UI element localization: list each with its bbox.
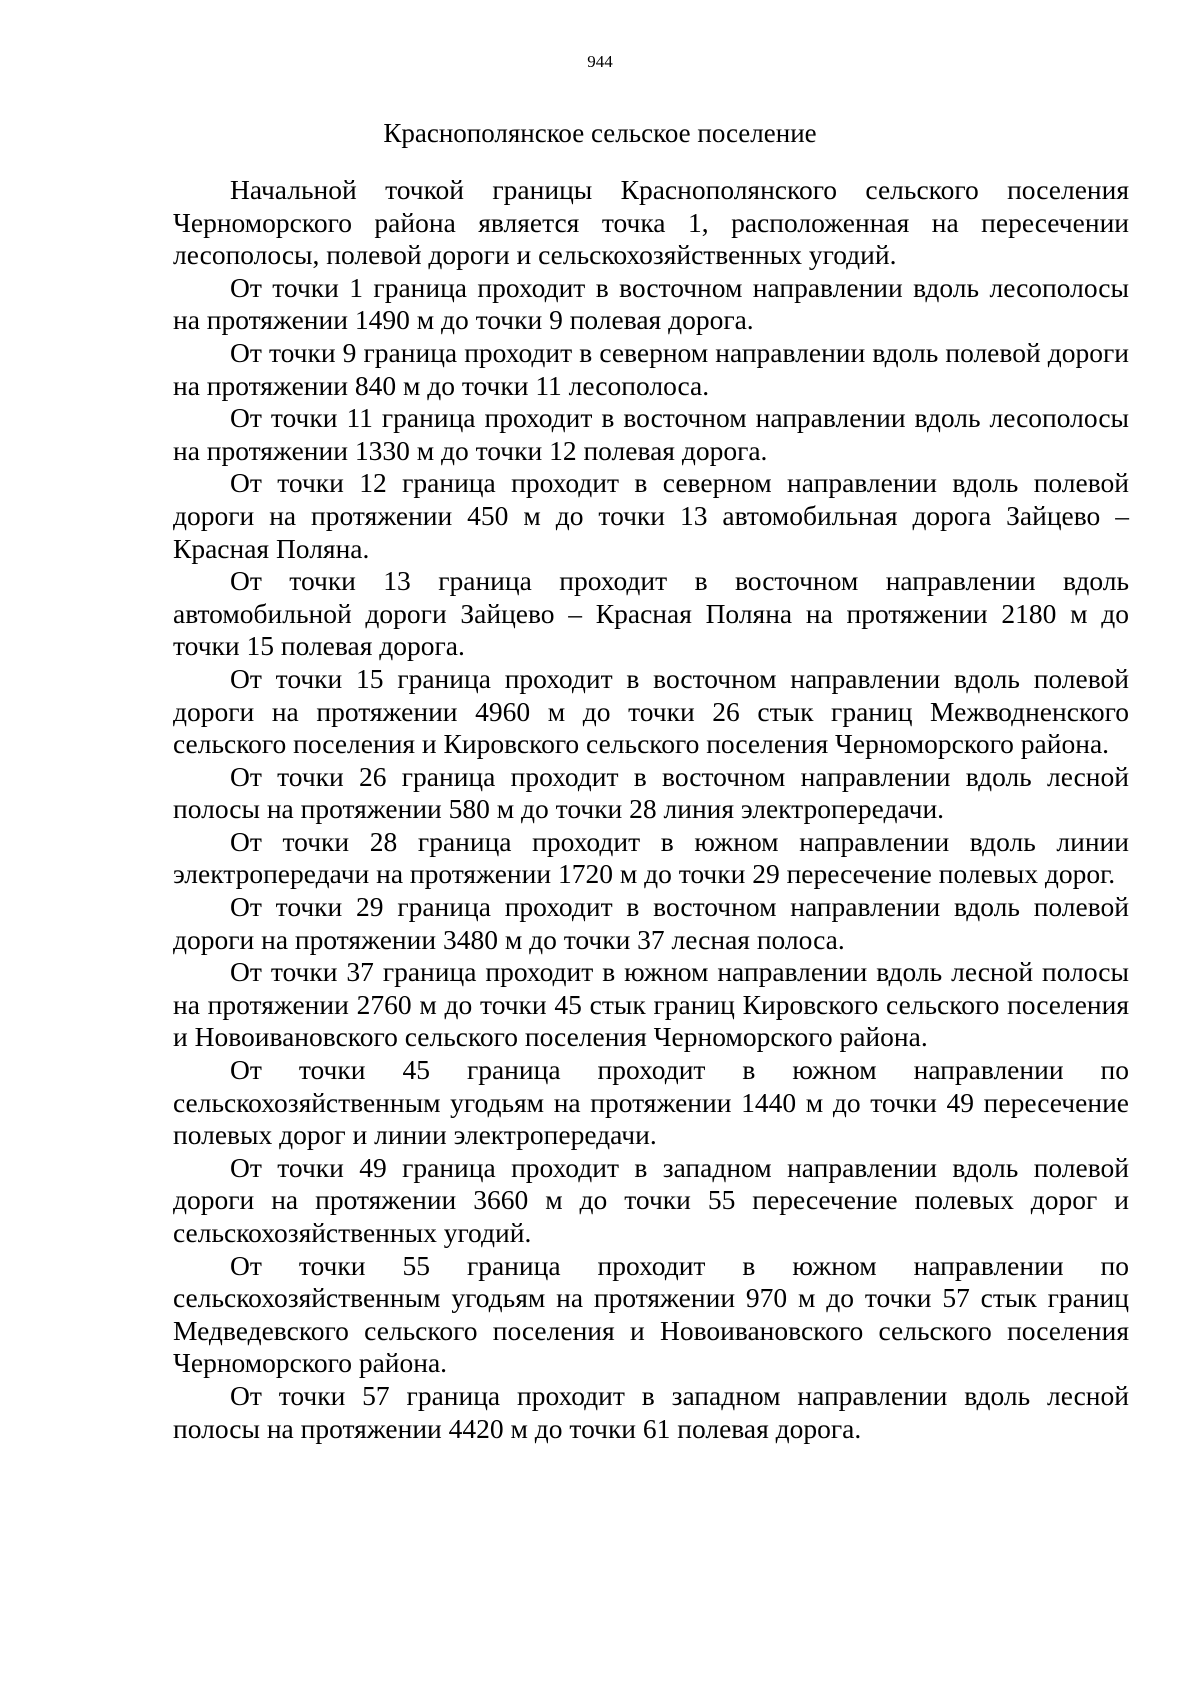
paragraph: От точки 15 граница проходит в восточном направлении вдоль полевой дороги на протяжении 4960 м до точки 26 стык границ Межводненского сельского поселения и Кировского сельского поселения Черноморского района.: [173, 662, 1129, 760]
document-body: [173, 174, 1129, 1445]
paragraph: От точки 13 граница проходит в восточном направлении вдоль автомобильной дороги Зайцево – Красная Поляна на протяжении 2180 м до точки 15 полевая дорога.: [173, 565, 1129, 662]
paragraph: От точки 57 граница проходит в западном направлении вдоль лесной полосы на протяжении 4420 м до точки 61 полевая дорога.: [173, 1379, 1129, 1444]
section-title: Краснополянское сельское поселение: [383, 118, 817, 148]
paragraph: От точки 49 граница проходит в западном направлении вдоль полевой дороги на протяжении 3660 м до точки 55 пересечение полевых дорог и сельскохозяйственных угодий.: [173, 1151, 1129, 1248]
paragraph: От точки 12 граница проходит в северном направлении вдоль полевой дороги на протяжении 450 м до точки 13 автомобильная дорога Зайцево – Красная Поляна.: [173, 467, 1129, 564]
paragraph: От точки 45 граница проходит в южном направлении по сельскохозяйственным угодьям на протяжении 1440 м до точки 49 пересечение полевых дорог и линии электропередачи.: [173, 1054, 1129, 1151]
paragraph: От точки 55 граница проходит в южном направлении по сельскохозяйственным угодьям на протяжении 970 м до точки 57 стык границ Медведевского сельского поселения и Новоивановского сельского поселения Черноморского района.: [173, 1249, 1129, 1379]
paragraph: От точки 26 граница проходит в восточном направлении вдоль лесной полосы на протяжении 580 м до точки 28 линия электропередачи.: [173, 760, 1129, 825]
paragraph: От точки 29 граница проходит в восточном направлении вдоль полевой дороги на протяжении 3480 м до точки 37 лесная полоса.: [173, 891, 1129, 955]
paragraph: От точки 9 граница проходит в северном направлении вдоль полевой дороги на протяжении 840 м до точки 11 лесополоса.: [173, 336, 1129, 401]
paragraph: От точки 1 граница проходит в восточном направлении вдоль лесополосы на протяжении 1490 м до точки 9 полевая дорога.: [173, 271, 1129, 336]
page-number: 944: [587, 52, 613, 71]
paragraph: Начальной точкой границы Краснополянского сельского поселения Черноморского района является точка 1, расположенная на пересечении лесополосы, полевой дороги и сельскохозяйственных угодий.: [173, 174, 1129, 271]
paragraph: От точки 37 граница проходит в южном направлении вдоль лесной полосы на протяжении 2760 м до точки 45 стык границ Кировского сельского поселения и Новоивановского сельского поселения Черноморского района.: [173, 956, 1129, 1053]
paragraph: От точки 11 граница проходит в восточном направлении вдоль лесополосы на протяжении 1330 м до точки 12 полевая дорога.: [173, 402, 1129, 466]
paragraph: От точки 28 граница проходит в южном направлении вдоль линии электропередачи на протяжении 1720 м до точки 29 пересечение полевых дорог.: [173, 825, 1129, 890]
